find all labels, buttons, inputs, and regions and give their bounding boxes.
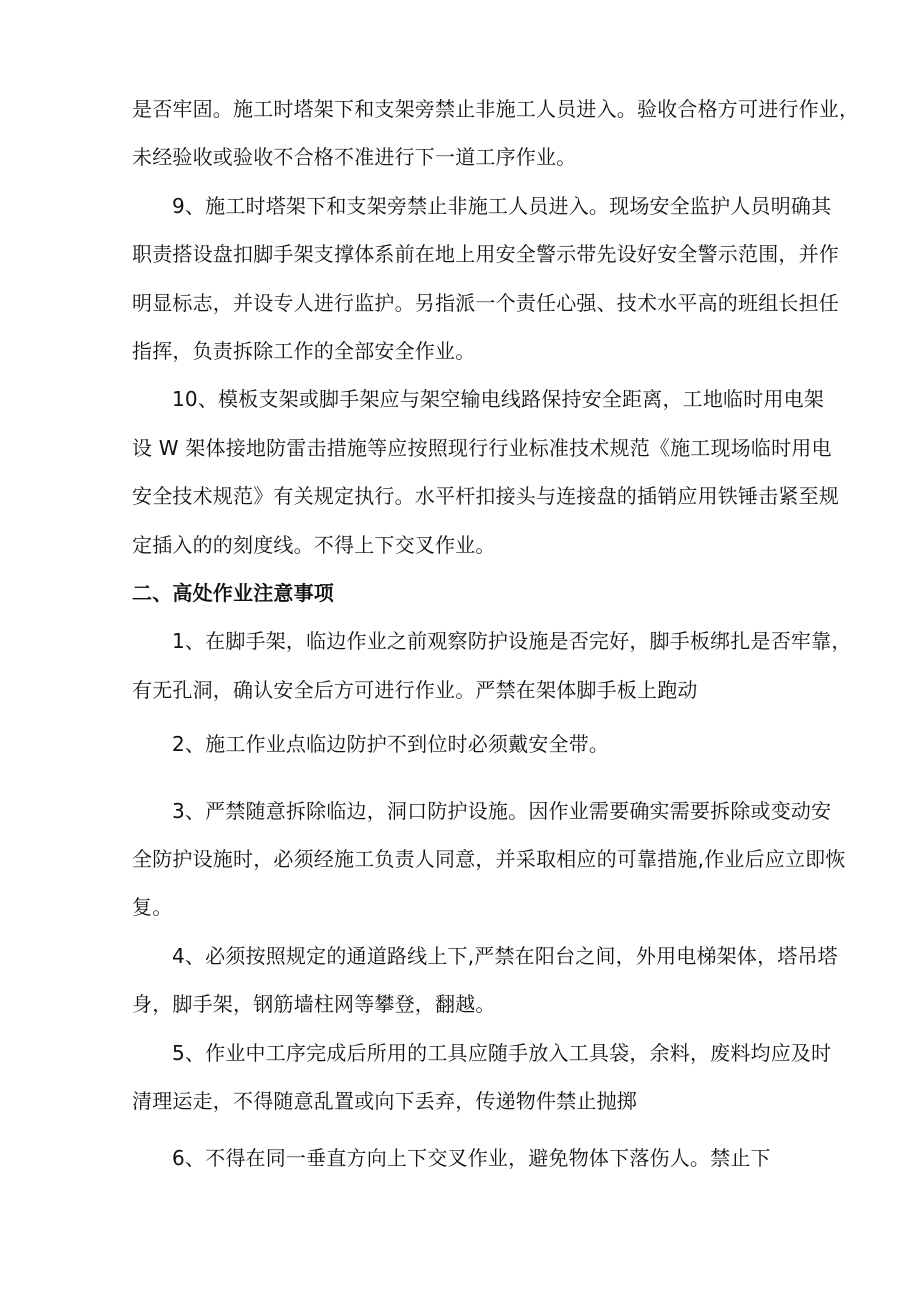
section-heading: 二、高处作业注意事项	[132, 581, 334, 605]
text-line: 安全技术规范》有关规定执行。水平杆扣接头与连接盘的插销应用铁锤击紧至规	[132, 484, 839, 508]
item-4-line: 4、必须按照规定的通道路线上下,严禁在阳台之间，外用电梯架体，塔吊塔	[172, 944, 838, 968]
text-line: 指挥，负责拆除工作的全部安全作业。	[132, 339, 476, 363]
text-line: 定插入的的刻度线。不得上下交叉作业。	[132, 533, 496, 557]
item-6-line: 6、不得在同一垂直方向上下交叉作业，避免物体下落伤人。禁止下	[172, 1146, 771, 1170]
text-line: 清理运走，不得随意乱置或向下丢弃，传递物件禁止抛掷	[132, 1089, 637, 1113]
item-2-line: 2、施工作业点临边防护不到位时必须戴安全带。	[172, 732, 610, 756]
text-line: 明显标志，并设专人进行监护。另指派一个责任心强、技术水平高的班组长担任	[132, 291, 839, 315]
item-1-line: 1、在脚手架，临边作业之前观察防护设施是否完好，脚手板绑扎是否牢靠，	[172, 629, 852, 653]
text-line: 未经验收或验收不合格不准进行下一道工序作业。	[132, 145, 577, 169]
text-line: 有无孔洞，确认安全后方可进行作业。严禁在架体脚手板上跑动	[132, 678, 698, 702]
text-line: 复。	[132, 895, 173, 919]
text-line: 身，脚手架，钢筋墙柱网等攀登，翻越。	[132, 992, 496, 1016]
paragraph-10-line: 10、模板支架或脚手架应与架空输电线路保持安全距离，工地临时用电架	[172, 387, 825, 411]
item-3-line: 3、严禁随意拆除临边，洞口防护设施。因作业需要确实需要拆除或变动安	[172, 799, 832, 823]
text-line: 设 W 架体接地防雷击措施等应按照现行行业标准技术规范《施工现场临时用电	[132, 436, 832, 460]
text-line: 全防护设施时，必须经施工负责人同意，并采取相应的可靠措施,作业后应立即恢	[132, 847, 846, 871]
text-line: 职责搭设盘扣脚手架支撑体系前在地上用安全警示带先设好安全警示范围，并作	[132, 242, 839, 266]
paragraph-9-line: 9、施工时塔架下和支架旁禁止非施工人员进入。现场安全监护人员明确其	[172, 194, 832, 218]
item-5-line: 5、作业中工序完成后所用的工具应随手放入工具袋，余料，废料均应及时	[172, 1041, 832, 1065]
text-line: 是否牢固。施工时塔架下和支架旁禁止非施工人员进入。验收合格方可进行作业，	[132, 97, 860, 121]
